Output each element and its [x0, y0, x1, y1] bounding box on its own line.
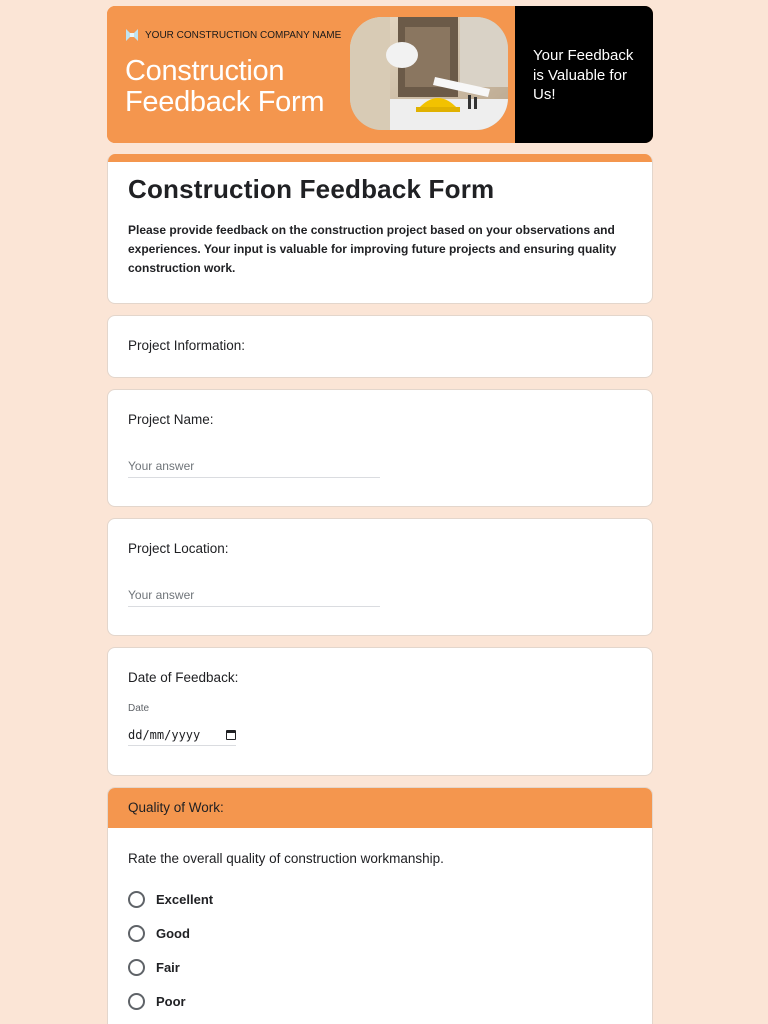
quality-options: [128, 882, 632, 1018]
form-title: Construction Feedback Form: [128, 174, 495, 204]
project-location-input[interactable]: Your answer: [128, 588, 380, 607]
project-location-card: [107, 518, 653, 636]
project-location-label: Project Location:: [128, 541, 229, 556]
date-caption: Date: [128, 703, 150, 714]
project-info-card: [107, 315, 653, 378]
construction-photo: [350, 17, 508, 130]
quality-card: [107, 787, 653, 1024]
option-good[interactable]: [128, 916, 632, 950]
option-excellent[interactable]: [128, 882, 632, 916]
option-label: Excellent: [156, 891, 214, 907]
banner-left-panel: [107, 6, 515, 143]
option-label: Poor: [156, 993, 186, 1009]
construction-photo-image: [350, 17, 508, 130]
date-input[interactable]: [128, 728, 236, 746]
calendar-icon[interactable]: [226, 730, 236, 740]
radio-button[interactable]: [128, 925, 145, 942]
banner-title: [125, 56, 324, 118]
form-description: Please provide feedback on the construction project based on your observations and experiences. Your input is valuable for improving future projects and ensuring quality construction work.: [128, 223, 617, 275]
radio-button[interactable]: [128, 891, 145, 908]
banner-title-line2: Feedback Form: [125, 86, 325, 118]
quality-question: Rate the overall quality of construction workmanship.: [128, 851, 444, 866]
form-container: [107, 6, 653, 1024]
project-name-label: Project Name:: [128, 412, 214, 427]
title-accent-bar: [108, 154, 652, 162]
form-title-card: [107, 154, 653, 304]
project-name-card: [107, 389, 653, 507]
radio-button[interactable]: [128, 993, 145, 1010]
project-name-input[interactable]: Your answer: [128, 459, 380, 478]
option-label: Good: [156, 925, 190, 941]
company-name: [125, 28, 341, 42]
date-input-value: dd/mm/yyyy: [128, 728, 201, 742]
option-label: Fair: [156, 959, 180, 975]
banner-title-line1: Construction: [125, 55, 285, 87]
option-poor[interactable]: [128, 984, 632, 1018]
date-label: Date of Feedback:: [128, 670, 239, 685]
option-fair[interactable]: [128, 950, 632, 984]
date-card: [107, 647, 653, 776]
company-name-text: YOUR CONSTRUCTION COMPANY NAME: [145, 29, 342, 41]
quality-section-header: Quality of Work:: [108, 788, 652, 828]
company-logo-icon: [125, 28, 139, 42]
radio-button[interactable]: [128, 959, 145, 976]
project-info-label: Project Information:: [128, 338, 246, 353]
banner-tagline: Your Feedback is Valuable for Us!: [515, 6, 653, 143]
header-banner: [107, 6, 653, 143]
